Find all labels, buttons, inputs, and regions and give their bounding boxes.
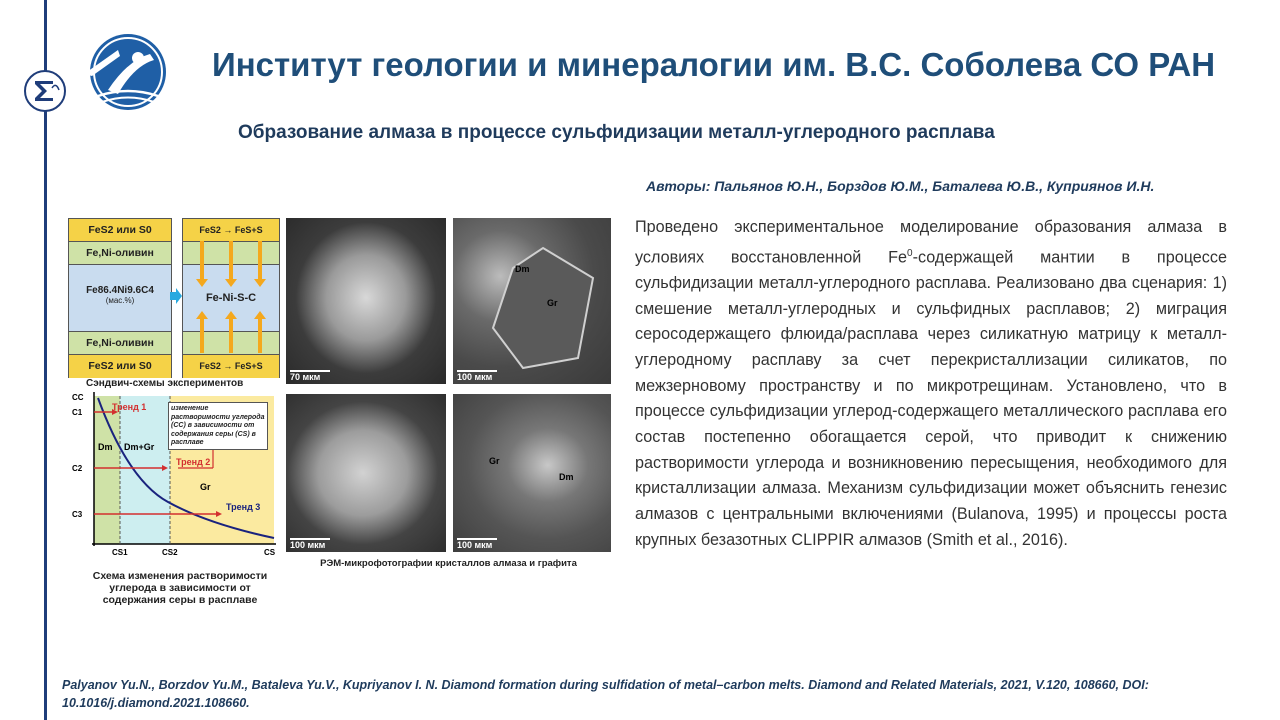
reaction-top: FeS2 → FeS+S — [183, 219, 279, 242]
region-gr-label: Gr — [200, 482, 211, 492]
sandwich-scheme-left — [68, 218, 172, 378]
sem-image-3 — [286, 394, 446, 552]
body-paragraph — [635, 215, 1227, 554]
solubility-note-box: изменение растворимости углерода (CC) в зависимости от содержания серы (CS) в расплаве — [168, 402, 268, 450]
y-tick-c2: C2 — [72, 464, 83, 473]
scale-label-3: 100 мкм — [290, 540, 326, 550]
graph-caption: Схема изменения растворимости углерода в зависимости от содержания серы в расплаве — [92, 570, 268, 606]
slide-subtitle: Образование алмаза в процессе сульфидизации металл-углеродного расплава — [238, 122, 995, 143]
scale-label-2: 100 мкм — [457, 372, 493, 382]
sem4-dm-label: Dm — [559, 472, 574, 482]
sem-image-4 — [453, 394, 611, 552]
graphite-hexagon-icon — [453, 218, 611, 384]
x-tick-cs2: CS2 — [162, 548, 178, 557]
reaction-bottom: FeS2 → FeS+S — [183, 355, 279, 378]
stack-arrow-icon — [170, 288, 182, 304]
reference-citation: Palyanov Yu.N., Borzdov Yu.M., Bataleva Yu.V., Kupriyanov I. N. Diamond formation during sulfidation of metal–carbon melts. Diamond and Related Materials, 2021, V.120, 108660, DOI: 10.1016/j.diamond.2021.108660. — [62, 678, 1149, 710]
metal-composition-label: Fe86.4Ni9.6C4 — [86, 285, 154, 296]
x-tick-cs: CS — [264, 548, 276, 557]
page-title: Институт геологии и минералогии им. В.С. Соболева СО РАН — [212, 46, 1216, 83]
sem2-gr-label: Gr — [547, 298, 558, 308]
figure-panel — [66, 210, 612, 610]
institute-emblem-icon — [78, 30, 182, 114]
fe-ni-s-c-layer: Fe-Ni-S-C — [183, 265, 279, 332]
trend2-label: Тренд 2 — [176, 457, 211, 467]
sandwich-caption: Сэндвич-схемы экспериментов — [86, 378, 244, 389]
body-text-part1: Проведено экспериментальное моделирование образования алмаза в условиях восстановленной Fe — [635, 218, 1227, 267]
scale-label-1: 70 мкм — [290, 372, 321, 382]
sem2-dm-label: Dm — [515, 264, 530, 274]
layer-metal-carbon — [69, 265, 171, 332]
body-text-part2: -содержащей мантии в процессе сульфидизации металл-углеродного расплава. Реализовано два сценария: 1) смешение металл-углеродных и сульфидных расплавов; 2) миграция серосодержащего флюида/расплава через силикатную матрицу к металл-углеродному расплаву за счет перекристаллизации силикатов, по межзерновому пространству и по микротрещинам. Установлено, что в процессе сульфидизации углерод-содержащего металлического расплава его состав постепенно обогащается серой, что приводит к снижению растворимости углерода и возникновению пересыщения, необходимого для кристаллизации алмаза. Механизм сульфидизации может объяснить генезис алмазов с центральными включениями (Bulanova, 1995) и процессы роста крупных безазотных CLIPPIR алмазов (Smith et al., 2016). — [635, 248, 1227, 549]
layer-olivine-top: Fe,Ni-оливин — [69, 242, 171, 265]
mass-percent-label: (мас.%) — [105, 296, 135, 305]
sem-image-2 — [453, 218, 611, 384]
layer-olivine-bottom: Fe,Ni-оливин — [69, 332, 171, 355]
y-tick-c1: C1 — [72, 408, 83, 417]
region-dmgr-label: Dm+Gr — [124, 442, 155, 452]
sandwich-scheme-right — [182, 218, 280, 378]
body-superscript: 0 — [907, 247, 913, 259]
trend3-label: Тренд 3 — [226, 502, 261, 512]
authors-line: Авторы: Пальянов Ю.Н., Борздов Ю.М., Баталева Ю.В., Куприянов И.Н. — [646, 178, 1155, 194]
layer-sulfide-bottom: FeS2 или S0 — [69, 355, 171, 378]
migration-arrows-icon — [183, 219, 279, 377]
layer-sulfide-top: FeS2 или S0 — [69, 219, 171, 242]
sem-image-1 — [286, 218, 446, 384]
scale-label-4: 100 мкм — [457, 540, 493, 550]
x-tick-cs1: CS1 — [112, 548, 128, 557]
sigma-logo-icon — [22, 68, 68, 114]
y-tick-c3: C3 — [72, 510, 83, 519]
sem-caption: РЭМ-микрофотографии кристаллов алмаза и графита — [320, 558, 577, 569]
y-axis-label: CC — [72, 393, 84, 402]
sem4-gr-label: Gr — [489, 456, 500, 466]
trend1-label: Тренд 1 — [112, 402, 147, 412]
region-dm-label: Dm — [98, 442, 113, 452]
